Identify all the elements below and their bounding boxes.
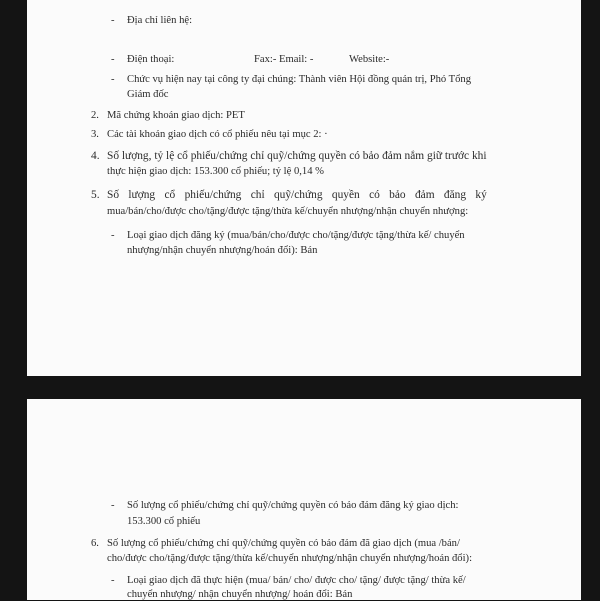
- item-2-number: 2.: [91, 110, 99, 121]
- item-5-sub-line-2: nhượng/nhận chuyển nhượng/hoán đổi): Bán: [127, 245, 318, 256]
- document-page-2: [27, 399, 581, 600]
- item-3-text: Các tài khoản giao dịch có cổ phiếu nêu tại mục 2: ·: [107, 129, 328, 140]
- contact-address-label: Địa chỉ liên hệ:: [127, 15, 193, 26]
- item-4-line-2: thực hiện giao dịch: 153.300 cổ phiếu; tỷ lệ 0,14 %: [107, 166, 324, 177]
- bullet-dash: -: [111, 230, 115, 241]
- item-6-sub-line-1: Loại giao dịch đã thực hiện (mua/ bán/ cho/ được cho/ tặng/ được tặng/ thừa kế/: [127, 575, 466, 586]
- bullet-dash: -: [111, 54, 115, 65]
- item-4-number: 4.: [91, 150, 100, 162]
- registered-quantity-line-2: 153.300 cổ phiếu: [127, 516, 201, 527]
- item-5-sub-line-1: Loại giao dịch đăng ký (mua/bán/cho/được cho/tặng/được tặng/thừa kế/ chuyển: [127, 230, 465, 241]
- position-line-2: Giám đốc: [127, 89, 169, 100]
- item-6-line-2: cho/được cho/tặng/được tặng/thừa kế/chuyển nhượng/nhận chuyển nhượng/hoán đổi):: [107, 553, 473, 564]
- item-3-number: 3.: [91, 129, 99, 140]
- item-6-number: 6.: [91, 538, 99, 549]
- registered-quantity-line-1: Số lượng cổ phiếu/chứng chỉ quỹ/chứng quyền có bảo đảm đăng ký giao dịch:: [127, 500, 459, 511]
- item-5-line-1: Số lượng cổ phiếu/chứng chỉ quỹ/chứng quyền có bảo đảm đăng ký: [107, 189, 487, 201]
- bullet-dash: -: [111, 500, 115, 511]
- bullet-dash: -: [111, 15, 115, 26]
- document-page-1: [27, 0, 581, 376]
- item-5-line-2: mua/bán/cho/được cho/tặng/được tặng/thừa kế/chuyển nhượng/nhận chuyển nhượng:: [107, 206, 469, 217]
- fax-email-label: Fax:- Email: -: [254, 54, 314, 65]
- phone-label: Điện thoại:: [127, 54, 175, 65]
- item-6-line-1: Số lượng cổ phiếu/chứng chỉ quỹ/chứng quyền có bảo đảm đã giao dịch (mua /bán/: [107, 538, 460, 549]
- item-6-sub-line-2: chuyển nhượng/ nhận chuyển nhượng/ hoán đổi: Bán: [127, 589, 353, 600]
- position-line-1: Chức vụ hiện nay tại công ty đại chúng: Thành viên Hội đồng quản trị, Phó Tổng: [127, 74, 472, 85]
- item-2-text: Mã chứng khoán giao dịch: PET: [107, 110, 245, 121]
- bullet-dash: -: [111, 74, 115, 85]
- bullet-dash: -: [111, 575, 115, 586]
- item-4-line-1: Số lượng, tỷ lệ cổ phiếu/chứng chỉ quỹ/chứng quyền có bảo đảm nắm giữ trước khi: [107, 150, 487, 162]
- item-5-number: 5.: [91, 189, 100, 201]
- website-label: Website:-: [349, 54, 390, 65]
